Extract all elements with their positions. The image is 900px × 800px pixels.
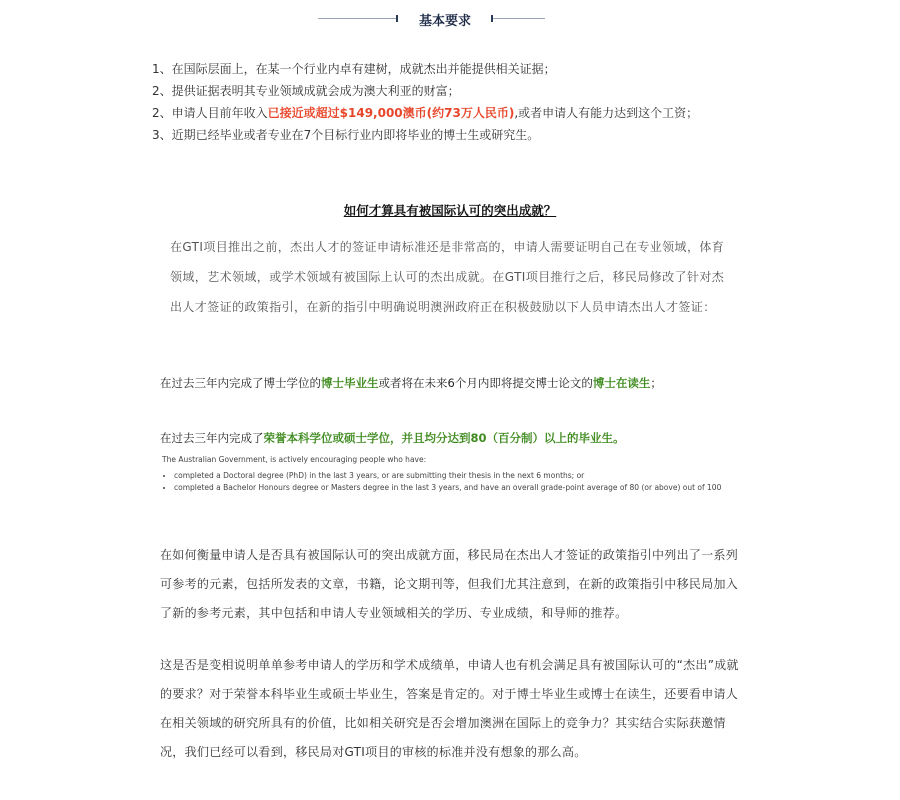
question-heading: 如何才算具有被国际认可的突出成就？ — [343, 203, 557, 218]
requirement-item: 2、提供证据表明其专业领域成就会成为澳大利亚的财富； — [152, 84, 460, 98]
requirements-list — [152, 58, 752, 146]
requirement-item: 3、近期已经毕业或者专业在7个目标行业内即将毕业的博士生或研究生。 — [152, 128, 540, 142]
section-title: 基本要求 — [418, 14, 471, 29]
list-item: • completed a Bachelor Honours degree or Masters degree in the last 3 years, and have an overall grade-point average of 80 (or above) out of 100 — [174, 482, 721, 495]
income-highlight: 已接近或超过$149,000澳币(约73万人民币) — [267, 106, 515, 120]
requirement-item: 2、申请人目前年收入已接近或超过$149,000澳币(约73万人民币),或者申请人有能力达到这个工资； — [152, 106, 699, 120]
criterion-honours-masters: 在过去三年内完成了荣誉本科学位或硕士学位，并且均分达到80（百分制）以上的毕业生。 — [160, 431, 625, 445]
body-paragraph: 在如何衡量申请人是否具有被国际认可的突出成就方面，移民局在杰出人才签证的政策指引中列出了一系列可参考的元素，包括所发表的文章，书籍，论文期刊等，但我们尤其注意到，在新的政策指引中移民局加入了新的参考元素，其中包括和申请人专业领域相关的学历、专业成绩，和导师的推荐。 — [160, 548, 739, 620]
header-divider-left — [318, 18, 398, 19]
requirement-item: 1、在国际层面上，在某一个行业内卓有建树，成就杰出并能提供相关证据； — [152, 62, 556, 76]
english-quote-intro: The Australian Government, is actively encouraging people who have: — [162, 455, 427, 464]
list-item: • completed a Doctoral degree (PhD) in the last 3 years, or are submitting their thesis in the next 6 months; or — [174, 470, 721, 483]
criterion-phd: 在过去三年内完成了博士学位的博士毕业生或者将在未来6个月内即将提交博士论文的博士在读生； — [160, 376, 662, 390]
english-quote-list — [162, 470, 721, 495]
english-quote — [162, 454, 721, 495]
body-paragraph: 这是否是变相说明单单参考申请人的学历和学术成绩单，申请人也有机会满足具有被国际认可的“杰出”成就的要求？对于荣誉本科毕业生或硕士毕业生，答案是肯定的。对于博士毕业生或博士在读生，还要看申请人在相关领域的研究所具有的价值，比如相关研究是否会增加澳洲在国际上的竞争力？其实结合实际获邀情况，我们已经可以看到，移民局对GTI项目的审核的标准并没有想象的那么高。 — [160, 658, 739, 759]
header-divider-right — [493, 18, 545, 19]
intro-paragraph: 在GTI项目推出之前，杰出人才的签证申请标准还是非常高的，申请人需要证明自己在专业领域，体育领域，艺术领域，或学术领域有被国际上认可的杰出成就。在GTI项目推行之后，移民局修改了针对杰出人才签证的政策指引，在新的指引中明确说明澳洲政府正在积极鼓励以下人员申请杰出人才签证： — [170, 240, 725, 314]
header-divider-left-tick — [396, 15, 398, 22]
